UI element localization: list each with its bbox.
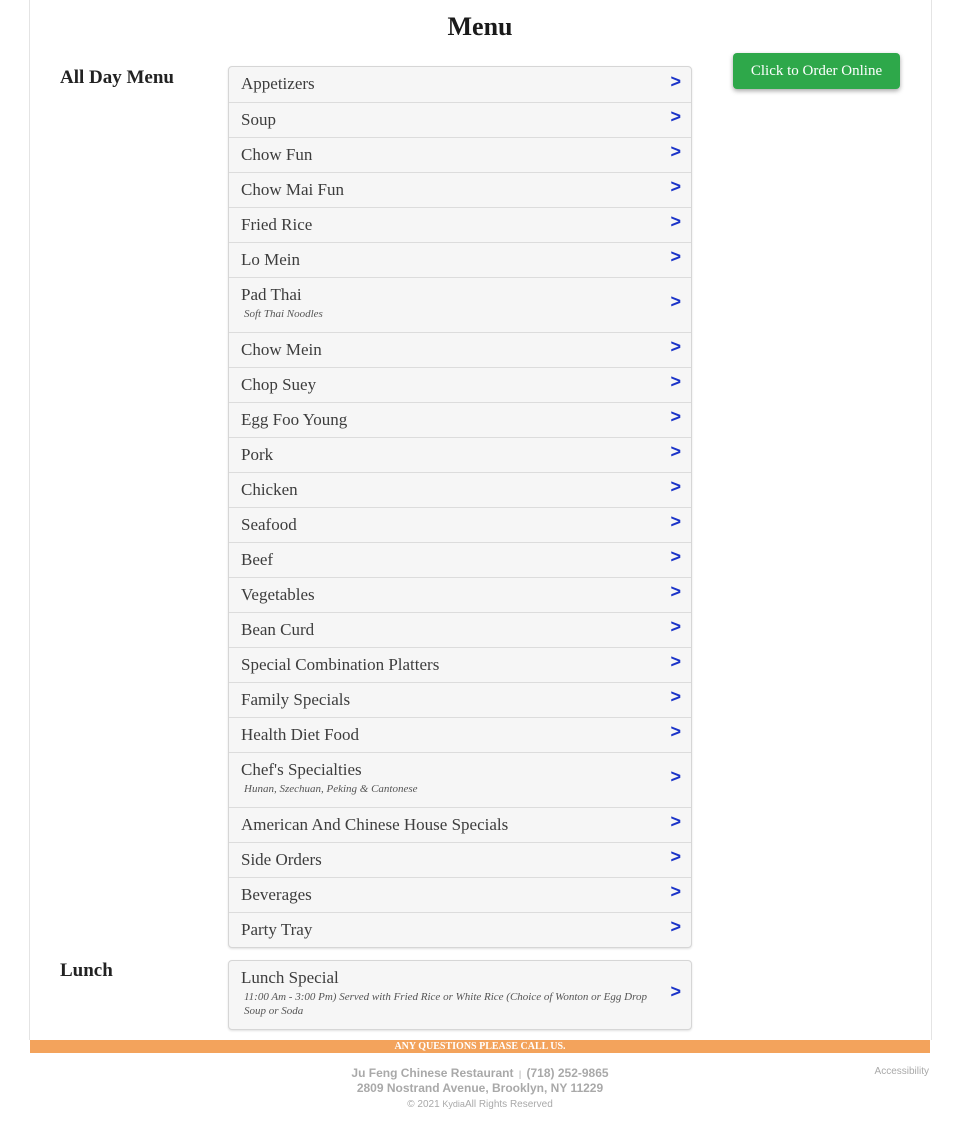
- menu-item-description: 11:00 Am - 3:00 Pm) Served with Fried Rice or White Rice (Choice of Wonton or Egg Drop Soup or Soda: [244, 991, 647, 1017]
- menu-item[interactable]: [229, 717, 691, 752]
- restaurant-phone[interactable]: (718) 252-9865: [526, 1066, 609, 1080]
- page-title: Menu: [447, 12, 513, 41]
- menu-item-title: Chop Suey: [241, 375, 317, 394]
- call-us-banner: ANY QUESTIONS PLEASE CALL US.: [30, 1040, 930, 1053]
- chevron-right-icon: >: [670, 71, 681, 91]
- menu-item-title: Chow Mein: [241, 340, 322, 359]
- menu-item[interactable]: [229, 842, 691, 877]
- chevron-right-icon: >: [670, 686, 681, 707]
- chevron-right-icon: >: [670, 176, 681, 197]
- menu-item-title: Appetizers: [241, 74, 315, 93]
- chevron-right-icon: >: [670, 616, 681, 637]
- section-label-lunch: Lunch: [60, 960, 113, 981]
- menu-item[interactable]: [229, 332, 691, 367]
- restaurant-name: Ju Feng Chinese Restaurant: [351, 1066, 514, 1080]
- menu-item[interactable]: [229, 912, 691, 947]
- menu-item[interactable]: [229, 172, 691, 207]
- menu-category-list-all-day: [228, 66, 692, 948]
- chevron-right-icon: >: [670, 981, 681, 1002]
- menu-item-title: Side Orders: [241, 850, 322, 869]
- menu-item[interactable]: [229, 961, 691, 1029]
- menu-item-title: Egg Foo Young: [241, 410, 348, 429]
- menu-item-title: Pork: [241, 445, 274, 464]
- chevron-right-icon: >: [670, 546, 681, 567]
- menu-item-title: Special Combination Platters: [241, 655, 440, 674]
- menu-item-title: Pad Thai: [241, 285, 302, 304]
- chevron-right-icon: >: [670, 766, 681, 787]
- chevron-right-icon: >: [670, 721, 681, 742]
- menu-item-title: Beverages: [241, 885, 312, 904]
- chevron-right-icon: >: [670, 441, 681, 462]
- kydia-link[interactable]: Kydia: [442, 1099, 465, 1109]
- menu-item-title: Family Specials: [241, 690, 351, 709]
- chevron-right-icon: >: [670, 106, 681, 127]
- chevron-right-icon: >: [670, 916, 681, 937]
- menu-item[interactable]: [229, 647, 691, 682]
- menu-item-title: Fried Rice: [241, 215, 313, 234]
- menu-item-title: Beef: [241, 550, 274, 569]
- chevron-right-icon: >: [670, 811, 681, 832]
- menu-item-title: Lo Mein: [241, 250, 301, 269]
- menu-item[interactable]: [229, 542, 691, 577]
- chevron-right-icon: >: [670, 291, 681, 312]
- chevron-right-icon: >: [670, 141, 681, 162]
- menu-item[interactable]: [229, 242, 691, 277]
- menu-item[interactable]: [229, 507, 691, 542]
- menu-item-description: Soft Thai Noodles: [244, 308, 323, 320]
- chevron-right-icon: >: [670, 371, 681, 392]
- menu-item[interactable]: [229, 367, 691, 402]
- chevron-right-icon: >: [670, 651, 681, 672]
- order-online-button[interactable]: Click to Order Online: [733, 53, 900, 89]
- menu-item[interactable]: [229, 67, 691, 102]
- menu-item[interactable]: [229, 577, 691, 612]
- menu-item-title: Lunch Special: [241, 968, 339, 987]
- menu-item-title: Bean Curd: [241, 620, 315, 639]
- menu-item[interactable]: [229, 472, 691, 507]
- menu-item[interactable]: [229, 137, 691, 172]
- footer-info: [0, 1066, 960, 1112]
- menu-item[interactable]: [229, 402, 691, 437]
- copyright-text: © 2021: [407, 1099, 440, 1110]
- chevron-right-icon: >: [670, 246, 681, 267]
- section-label-all-day-menu: All Day Menu: [60, 67, 174, 88]
- menu-item-title: Chicken: [241, 480, 298, 499]
- menu-item-title: Seafood: [241, 515, 297, 534]
- menu-item[interactable]: [229, 682, 691, 717]
- chevron-right-icon: >: [670, 846, 681, 867]
- menu-item-title: Soup: [241, 110, 276, 129]
- menu-item-title: American And Chinese House Specials: [241, 815, 509, 834]
- menu-item[interactable]: [229, 807, 691, 842]
- chevron-right-icon: >: [670, 881, 681, 902]
- menu-item[interactable]: [229, 437, 691, 472]
- menu-item[interactable]: [229, 207, 691, 242]
- menu-item-title: Party Tray: [241, 920, 313, 939]
- chevron-right-icon: >: [670, 336, 681, 357]
- menu-item[interactable]: [229, 277, 691, 332]
- chevron-right-icon: >: [670, 511, 681, 532]
- chevron-right-icon: >: [670, 211, 681, 232]
- footer-separator: |: [518, 1069, 522, 1079]
- menu-item-title: Vegetables: [241, 585, 315, 604]
- accessibility-link[interactable]: Accessibility: [874, 1066, 929, 1077]
- menu-item-description: Hunan, Szechuan, Peking & Cantonese: [244, 783, 418, 795]
- rights-text: All Rights Reserved: [464, 1099, 553, 1110]
- chevron-right-icon: >: [670, 406, 681, 427]
- menu-item-title: Health Diet Food: [241, 725, 360, 744]
- menu-item-title: Chow Mai Fun: [241, 180, 344, 199]
- restaurant-address: 2809 Nostrand Avenue, Brooklyn, NY 11229: [356, 1081, 604, 1095]
- menu-item[interactable]: [229, 752, 691, 807]
- chevron-right-icon: >: [670, 581, 681, 602]
- menu-item[interactable]: [229, 612, 691, 647]
- menu-item-title: Chow Fun: [241, 145, 313, 164]
- menu-category-list-lunch: [228, 960, 692, 1030]
- chevron-right-icon: >: [670, 476, 681, 497]
- menu-item[interactable]: [229, 102, 691, 137]
- menu-item-title: Chef's Specialties: [241, 760, 362, 779]
- menu-item[interactable]: [229, 877, 691, 912]
